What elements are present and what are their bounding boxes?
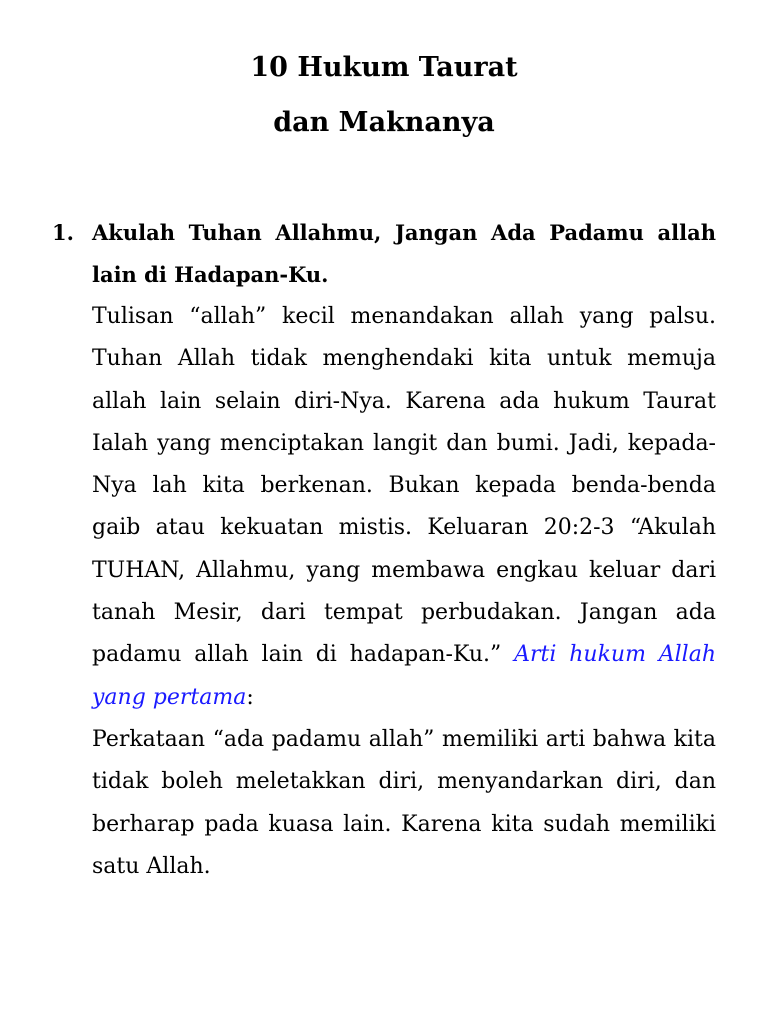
document-title-line-1: 10 Hukum Taurat (250, 52, 518, 83)
commandment-body (92, 212, 716, 888)
commandment-explanation-paragraph (92, 296, 716, 719)
commandment-meaning-paragraph: Perkataan “ada padamu allah” memiliki arti bahwa kita tidak boleh meletakkan diri, menyandarkan diri, dan berharap pada kuasa lain. Karena kita sudah memiliki satu Allah. (92, 726, 716, 879)
document-title-line-2: dan Maknanya (273, 107, 495, 138)
commandment-heading: Akulah Tuhan Allahmu, Jangan Ada Padamu allah lain di Hadapan-Ku. (92, 220, 716, 287)
list-number: 1. (52, 220, 74, 245)
meaning-link[interactable]: Arti hukum Allah yang pertama (92, 642, 717, 710)
link-suffix: : (246, 684, 254, 710)
explanation-text: Tulisan “allah” kecil menandakan allah yang palsu. Tuhan Allah tidak menghendaki kita untuk memuja allah lain selain diri-Nya. Karena ada hukum Taurat Ialah yang menciptakan langit dan bumi. Jadi, kepada-Nya lah kita berkenan. Bukan kepada benda-benda gaib atau kekuatan mistis. Keluaran 20:2-3 “Akulah TUHAN, Allahmu, yang membawa engkau keluar dari tanah Mesir, dari tempat perbudakan. Jangan ada padamu allah lain di hadapan-Ku.” (92, 304, 716, 668)
